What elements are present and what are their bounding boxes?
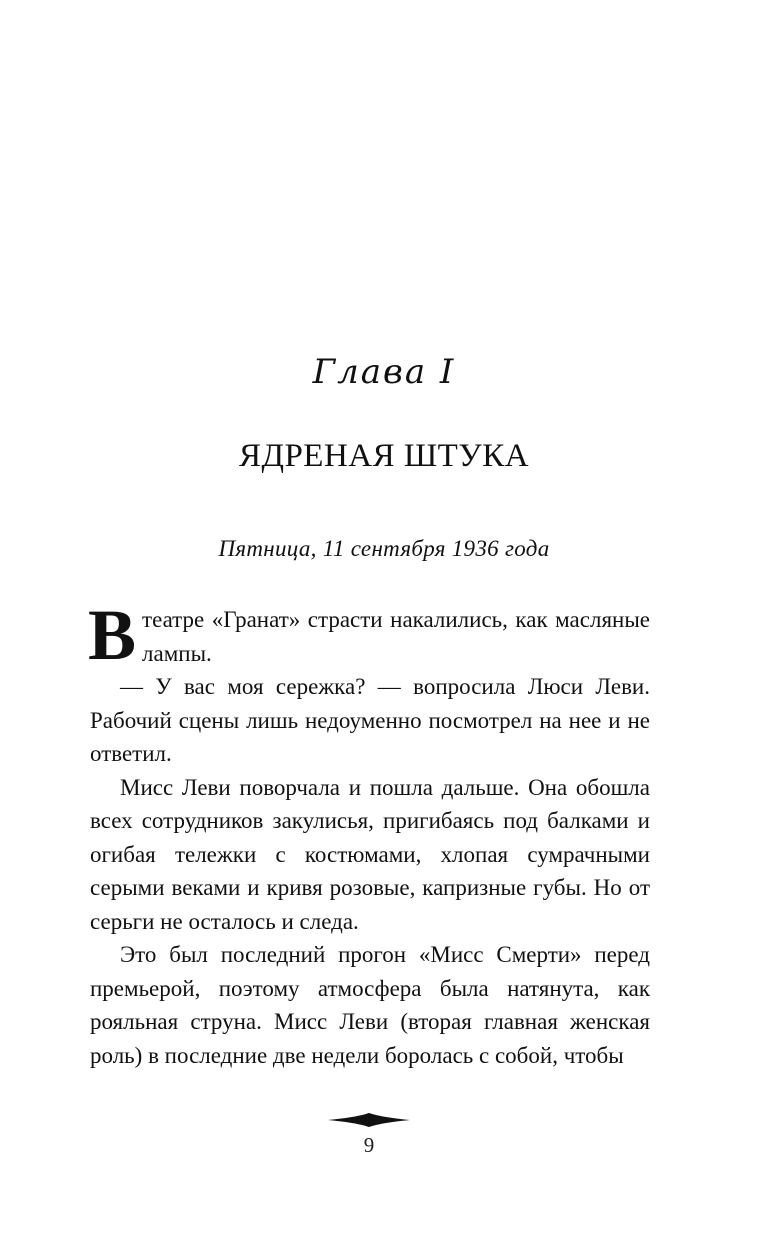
paragraph-2: — У вас моя сережка? — вопросила Люси Леви. Рабочий сцены лишь недоуменно посмотрел на нее и не ответил.: [90, 674, 650, 766]
diamond-rule-ornament-icon: [328, 1113, 410, 1127]
paragraph-1-text: театре «Гранат» страсти накалились, как масляные лампы.: [142, 607, 650, 666]
page-number: 9: [363, 1133, 375, 1157]
paragraph-4: Это был последний прогон «Мисс Смерти» перед премьерой, поэтому атмосфера была натянута, как рояльная струна. Мисс Леви (вторая главная женская роль) в последние две недели боролась с собой, чтобы: [90, 942, 650, 1068]
body-text: [88, 595, 650, 1072]
chapter-label: Глава I: [312, 352, 456, 392]
paragraph-3: Мисс Леви поворчала и пошла дальше. Она обошла всех сотрудников закулисья, пригибаясь под балками и огибая тележки с костюмами, хлопая сумрачными серыми веками и кривя розовые, капризные губы. Но от серьги не осталось и следа.: [90, 774, 650, 934]
paragraph-1: [88, 595, 650, 675]
drop-cap: В: [88, 595, 137, 675]
chapter-dateline: Пятница, 11 сентября 1936 года: [218, 536, 550, 561]
chapter-title: ЯДРЕНАЯ ШТУКА: [238, 438, 530, 474]
